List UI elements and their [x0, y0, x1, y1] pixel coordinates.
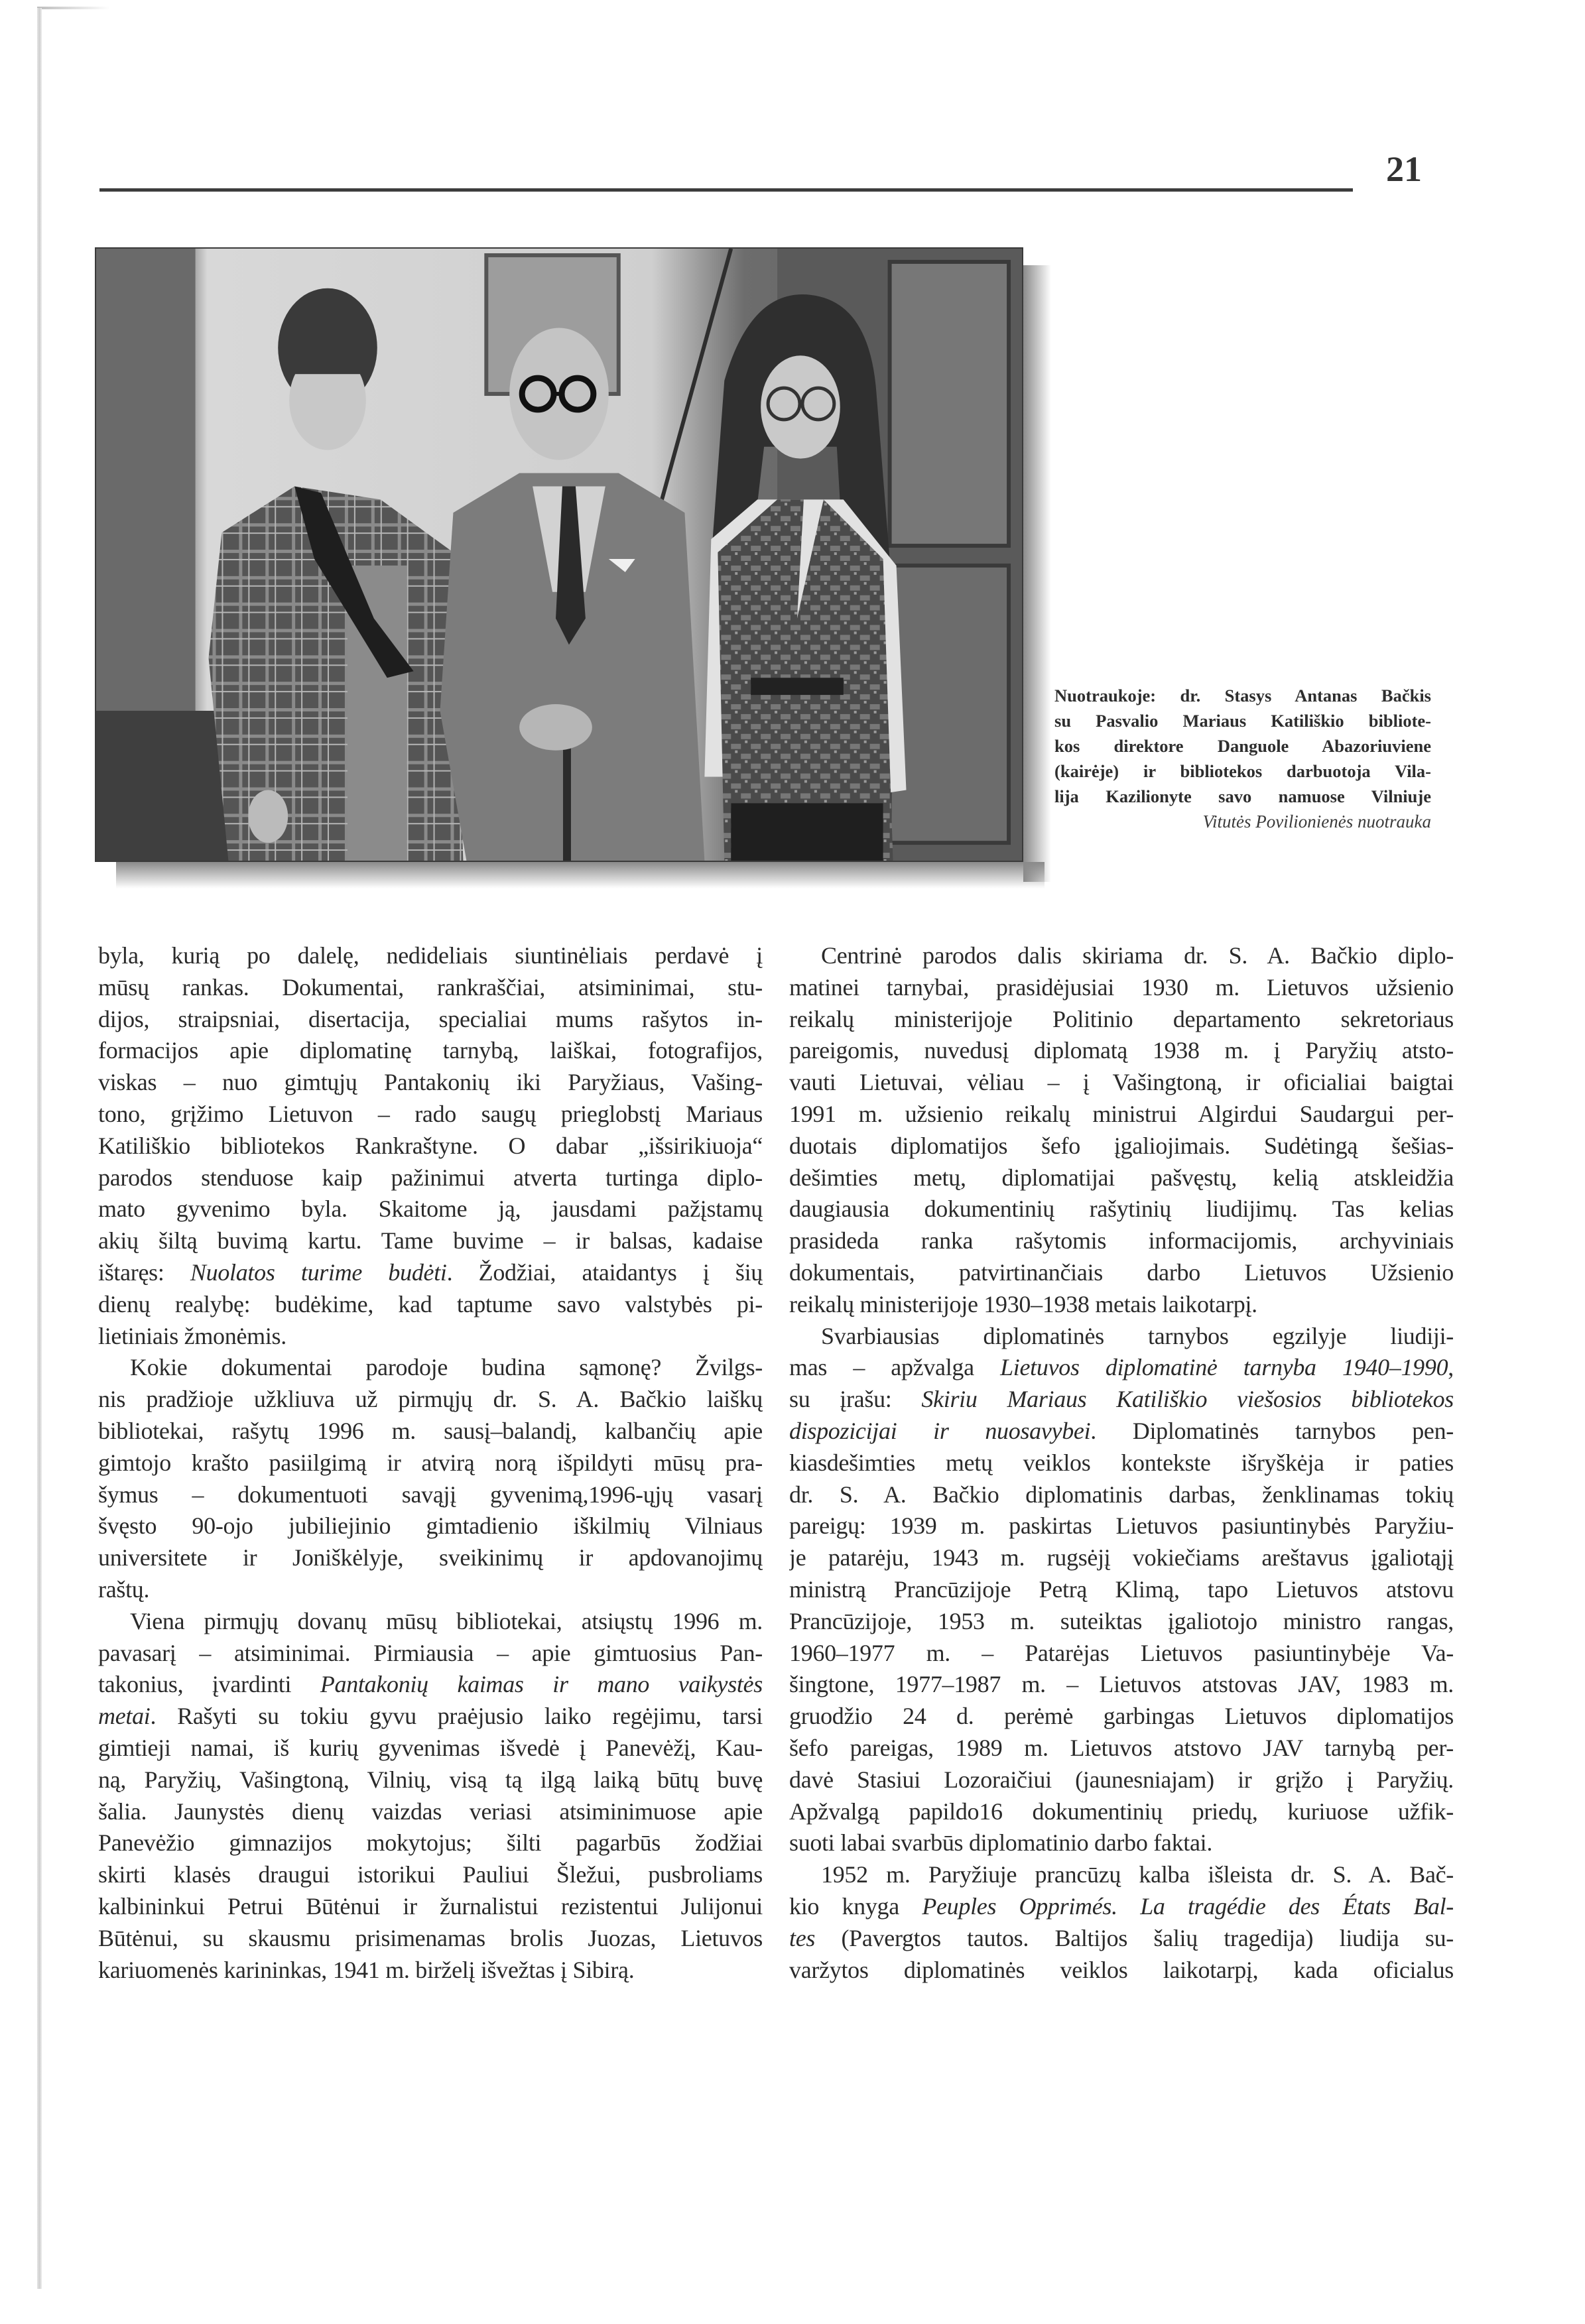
text-run: kio knyga [789, 1892, 922, 1920]
text-line: Svarbiausias diplomatinės tarnybos egzilyje liudiji- [821, 1322, 1454, 1349]
text-column-right [789, 940, 1454, 1986]
text-line: šefo pareigas, 1989 m. Lietuvos atstovo JAV tarnybą per- [789, 1734, 1454, 1761]
text-run: . Rašyti su tokiu gyvu praėjusio laiko regėjimu, tarsi [150, 1703, 763, 1730]
text-line: dijos, straipsniai, disertacija, specialiai mums rašytos in- [98, 1005, 763, 1032]
caption-line: kos direktore Danguole Abazoriuviene [1054, 736, 1431, 756]
text-line: davė Stasiui Lozoraičiui (jaunesniajam) ir grįžo į Paryžių. [789, 1766, 1454, 1793]
text-line: reikalų ministerijoje 1930–1938 metais laikotarpį. [789, 1290, 1257, 1317]
text-line: Prancūzijoje, 1953 m. suteiktas įgaliotojo ministro rangas, [789, 1607, 1454, 1634]
photograph-image [96, 249, 1022, 861]
text-line: daugiausia dokumentinių rašytinių liudijimų. Tas kelias [789, 1195, 1454, 1223]
text-line: dr. S. A. Bačkio diplomatinis darbas, ženklinamas tokių [789, 1481, 1454, 1508]
italic-title: Peuples Opprimés. La tragédie des États Bal- [922, 1892, 1454, 1920]
text-line: Centrinė parodos dalis skiriama dr. S. A. Bačkio diplo- [821, 942, 1454, 969]
scan-edge-top [37, 7, 110, 9]
text-run: takonius, įvardinti [98, 1671, 320, 1698]
text-line: viskas – nuo gimtųjų Pantakonių iki Paryžiaus, Vašing- [98, 1069, 763, 1096]
text-line: 1952 m. Paryžiuje prancūzų kalba išleista dr. S. A. Bač- [821, 1861, 1454, 1888]
text-line: kiasdešimties metų veiklos kontekste išryškėja ir paties [789, 1449, 1454, 1476]
text-line [98, 1669, 763, 1701]
text-line: nis pradžioje užkliuva už pirmųjų dr. S. A. Bačkio laiškų [98, 1386, 763, 1413]
text-line: Kokie dokumentai parodoje budina sąmonę? Žvilgs- [130, 1354, 763, 1381]
text-line: šingtone, 1977–1987 m. – Lietuvos atstovas JAV, 1983 m. [789, 1671, 1454, 1698]
text-column-left [98, 940, 763, 1986]
text-line: universitete ir Joniškėlyje, sveikinimų ir apdovanojimų [98, 1544, 763, 1571]
photo-cabinet-glass [890, 566, 1009, 843]
text-line: 1960–1977 m. – Patarėjas Lietuvos pasiuntinybėje Va- [789, 1639, 1454, 1666]
page-number: 21 [1386, 149, 1422, 189]
scan-edge [37, 8, 42, 2289]
text-line: mūsų rankas. Dokumentai, rankraščiai, atsiminimai, stu- [98, 973, 763, 1001]
caption-text [1054, 683, 1431, 809]
photo-cabinet-glass [890, 262, 1009, 546]
text-line: dokumentais, patvirtinančiais darbo Lietuvos Užsienio [789, 1258, 1454, 1286]
italic-title: Nuolatos turime budėti [190, 1258, 447, 1286]
text-line: mato gyvenimo byla. Skaitome ją, jausdami pažįstamų [98, 1195, 763, 1223]
photo-credit: Vitutės Povilionienės nuotrauka [1202, 812, 1431, 831]
text-line: pareigomis, nuvedusį diplomatą 1938 m. į Paryžių atsto- [789, 1037, 1454, 1064]
text-line: švęsto 90-ojo jubiliejinio gimtadienio iškilmių Vilniaus [98, 1512, 763, 1540]
text-line: šalia. Jaunystės dienų vaizdas veriasi atsiminimuose apie [98, 1798, 763, 1825]
text-run: , [1448, 1354, 1454, 1381]
text-line: gruodžio 24 d. perėmė garbingas Lietuvos diplomatijos [789, 1703, 1454, 1730]
caption-line: Nuotraukoje: dr. Stasys Antanas Bačkis [1054, 686, 1431, 705]
text-run: . Diplomatinės tarnybos pen- [1090, 1417, 1454, 1444]
text-line: pavasarį – atsiminimai. Pirmiausia – apie gimtuosius Pan- [98, 1639, 763, 1666]
text-line [789, 1891, 1454, 1923]
text-line: dienų realybę: budėkime, kad taptume savo valstybės pi- [98, 1290, 763, 1317]
italic-title: dispozicijai ir nuosavybei [789, 1417, 1091, 1444]
text-line: suoti labai svarbūs diplomatinio darbo faktai. [789, 1829, 1213, 1857]
text-line [789, 1416, 1454, 1447]
text-line: vauti Lietuvai, vėliau – į Vašingtoną, ir oficialiai baigtai [789, 1069, 1454, 1096]
header-rule [99, 188, 1353, 192]
italic-title: Skiriu Mariaus Katiliškio viešosios bibliotekos [921, 1386, 1454, 1413]
text-line: parodos stenduose kaip pažinimui atverta turtinga diplo- [98, 1164, 763, 1191]
text-line: Katiliškio bibliotekos Rankraštyne. O dabar „išsirikiuoja“ [98, 1132, 763, 1159]
text-line: Panevėžio gimnazijos mokytojus; šilti pagarbūs žodžiai [98, 1829, 763, 1857]
photo-person-right-belt [751, 678, 844, 695]
italic-title: tes [789, 1924, 816, 1951]
text-line: bibliotekai, rašytų 1996 m. sausį–balandį, kalbančių apie [98, 1417, 763, 1444]
caption-line: lija Kazilionyte savo namuose Vilniuje [1054, 786, 1431, 806]
text-line: gimtojo krašto pasiilgimą ir atvirą norą išpildyti mūsų pra- [98, 1449, 763, 1476]
photo-caption [1054, 683, 1431, 834]
text-line: akių šiltą buvimą kartu. Tame buvime – ir balsas, kadaise [98, 1227, 763, 1254]
text-run: su įrašu: [789, 1386, 922, 1413]
text-line: duotais diplomatijos šefo įgaliojimais. Sudėtingą šešias- [789, 1132, 1454, 1159]
text-line: byla, kurią po dalelę, nedideliais siuntinėliais perdavė į [98, 942, 763, 969]
photo-shadow [116, 862, 1045, 888]
text-line: dešimties metų, diplomatijai pašvęstų, kelią atskleidžia [789, 1164, 1454, 1191]
italic-title: metai [98, 1703, 151, 1730]
text-line: raštų. [98, 1575, 150, 1603]
text-line: gimtieji namai, iš kurių gyvenimas išvedė į Panevėžį, Kau- [98, 1734, 763, 1761]
italic-title: Pantakonių kaimas ir mano vaikystės [320, 1671, 763, 1698]
text-line: je patarėju, 1943 m. rugsėjį vokiečiams areštavus įgaliotąjį [789, 1544, 1454, 1571]
text-line: ną, Paryžių, Vašingtoną, Vilnių, visą tą ilgą laiką būtų buvę [98, 1766, 763, 1793]
text-line: kalbininkui Petrui Būtėnui ir žurnalistui rezistentui Julijonui [98, 1892, 763, 1920]
text-line: varžytos diplomatinės veiklos laikotarpį, kada oficialus [789, 1956, 1454, 1983]
text-line: skirti klasės draugui istorikui Pauliui Šležui, pusbroliams [98, 1861, 763, 1888]
text-line [789, 1352, 1454, 1384]
text-line: Apžvalgą papildo16 dokumentinių priedų, kuriuose užfik- [789, 1798, 1454, 1825]
text-line: formacijos apie diplomatinę tarnybą, laiškai, fotografijos, [98, 1037, 763, 1064]
text-line: reikalų ministerijoje Politinio departamento sekretoriaus [789, 1005, 1454, 1032]
text-run: (Pavergtos tautos. Baltijos šalių tragedija) liudija su- [815, 1924, 1454, 1951]
text-line: ministrą Prancūzijoje Petrą Klimą, tapo Lietuvos atstovu [789, 1575, 1454, 1603]
text-line: Būtėnui, su skausmu prisimenamas brolis Juozas, Lietuvos [98, 1924, 763, 1951]
text-line [98, 1257, 763, 1289]
text-line: 1991 m. užsienio reikalų ministrui Algirdui Saudargui per- [789, 1100, 1454, 1127]
photograph [95, 247, 1023, 862]
text-line: lietiniais žmonėmis. [98, 1322, 286, 1349]
photo-person-left-hand [248, 790, 288, 843]
photo-shadow [1023, 265, 1051, 882]
italic-title: Lietuvos diplomatinė tarnyba 1940–1990 [1000, 1354, 1448, 1381]
text-line: šymus – dokumentuoti savąjį gyvenimą,1996-ųjų vasarį [98, 1481, 763, 1508]
text-line: matinei tarnybai, prasidėjusiai 1930 m. Lietuvos užsienio [789, 973, 1454, 1001]
text-run: ištaręs: [98, 1258, 190, 1286]
text-line: kariuomenės karininkas, 1941 m. birželį išvežtas į Sibirą. [98, 1956, 635, 1983]
text-line: pareigų: 1939 m. paskirtas Lietuvos pasiuntinybės Paryžiu- [789, 1512, 1454, 1540]
photo-figure [95, 247, 1023, 862]
text-run: . Žodžiai, ataidantys į šių [446, 1258, 763, 1286]
text-run: mas – apžvalga [789, 1354, 1001, 1381]
photo-person-right-skirt [731, 803, 883, 861]
text-line [789, 1384, 1454, 1416]
text-line [789, 1923, 1454, 1955]
text-line [98, 1701, 763, 1733]
text-line: Viena pirmųjų dovanų mūsų bibliotekai, atsiųstų 1996 m. [130, 1607, 763, 1634]
caption-line: (kairėje) ir bibliotekos darbuotoja Vila- [1054, 761, 1431, 781]
text-line: prasideda ranka rašytomis informacijomis, archyviniais [789, 1227, 1454, 1254]
caption-line: su Pasvalio Mariaus Katiliškio bibliote- [1054, 711, 1431, 731]
text-line: tono, grįžimo Lietuvon – rado saugų prieglobstį Mariaus [98, 1100, 763, 1127]
photo-person-center-hands [519, 704, 592, 751]
photo-person-left-bangs [291, 347, 364, 374]
